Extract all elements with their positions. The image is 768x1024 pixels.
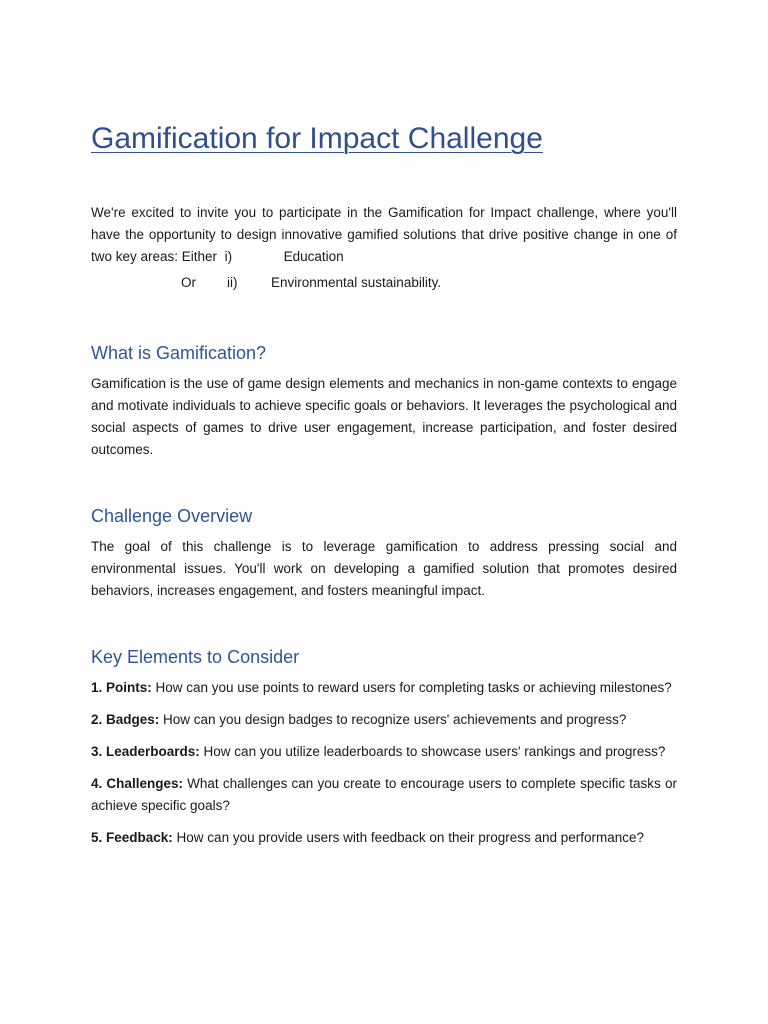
intro-paragraph bbox=[91, 202, 677, 268]
what-is-heading: What is Gamification? bbox=[91, 343, 267, 363]
overview-body: The goal of this challenge is to leverage gamification to address pressing social and environmental issues. You'll work on developing a gamified solution that promotes desired behaviors, increases engagement, and fosters meaningful impact. bbox=[91, 539, 677, 598]
list-item-challenges bbox=[91, 773, 677, 817]
what-is-body: Gamification is the use of game design elements and mechanics in non-game contexts to engage and motivate individuals to achieve specific goals or behaviors. It leverages the psychological and social aspects of games to drive user engagement, increase participation, and foster desired outcomes. bbox=[91, 376, 677, 457]
option-2-label: Environmental sustainability. bbox=[271, 275, 442, 290]
option-1-label: Education bbox=[283, 249, 344, 264]
option-2-line bbox=[91, 272, 677, 294]
item-text: How can you use points to reward users for completing tasks or achieving milestones? bbox=[151, 680, 672, 695]
item-text: How can you utilize leaderboards to showcase users' rankings and progress? bbox=[199, 744, 666, 759]
item-label: 1. Points: bbox=[91, 680, 152, 695]
what-is-section bbox=[91, 340, 677, 461]
item-label: 4. Challenges: bbox=[91, 776, 183, 791]
document-content bbox=[91, 118, 677, 889]
list-item-leaderboards bbox=[91, 741, 677, 763]
overview-section bbox=[91, 503, 677, 602]
item-label: 5. Feedback: bbox=[91, 830, 173, 845]
list-item-badges bbox=[91, 709, 677, 731]
intro-text: We're excited to invite you to participate in the Gamification for Impact challenge, where you'll have the opportunity to design innovative gamified solutions that drive positive change in one of two key areas: Either bbox=[91, 205, 677, 264]
item-text: How can you provide users with feedback on their progress and performance? bbox=[172, 830, 645, 845]
overview-heading: Challenge Overview bbox=[91, 506, 253, 526]
item-text: What challenges can you create to encourage users to complete specific tasks or achieve specific goals? bbox=[91, 776, 677, 813]
or-word: Or bbox=[181, 275, 196, 290]
item-label: 3. Leaderboards: bbox=[91, 744, 200, 759]
list-item-feedback bbox=[91, 827, 677, 849]
item-label: 2. Badges: bbox=[91, 712, 160, 727]
list-item-points bbox=[91, 677, 677, 699]
option-1-number: i) bbox=[224, 249, 233, 264]
item-text: How can you design badges to recognize users' achievements and progress? bbox=[159, 712, 627, 727]
elements-section bbox=[91, 644, 677, 849]
elements-heading: Key Elements to Consider bbox=[91, 647, 300, 667]
page-title: Gamification for Impact Challenge bbox=[91, 122, 543, 155]
option-2-number: ii) bbox=[227, 275, 238, 290]
